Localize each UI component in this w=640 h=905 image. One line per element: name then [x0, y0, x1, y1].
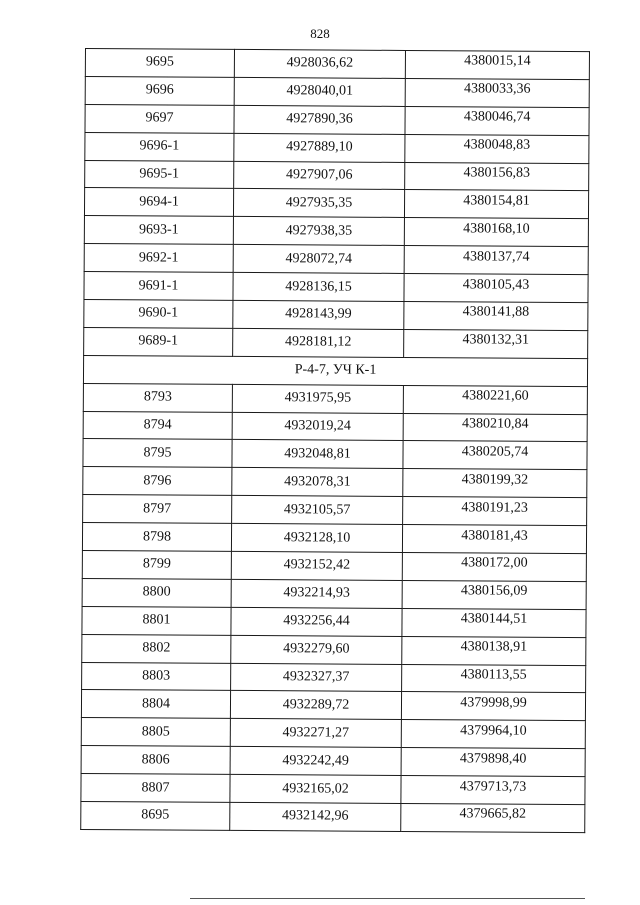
y-coordinate-value: 4379665,82 — [459, 806, 527, 823]
point-id-cell: 9693-1 — [84, 216, 233, 245]
x-coordinate-cell: 4928040,01 — [234, 77, 405, 106]
table-row — [85, 160, 589, 191]
table-row — [81, 690, 585, 721]
x-coordinate-cell: 4932165,02 — [230, 775, 401, 804]
y-coordinate-value: 4380048,83 — [463, 137, 531, 153]
x-coordinate-cell: 4928143,99 — [233, 300, 404, 329]
y-coordinate-cell — [405, 134, 589, 163]
table-row — [84, 327, 588, 358]
table-row — [83, 467, 587, 498]
y-coordinate-cell — [405, 162, 589, 191]
y-coordinate-cell — [403, 413, 587, 442]
y-coordinate-cell — [401, 748, 585, 777]
table-row — [81, 746, 585, 777]
y-coordinate-value: 4380015,14 — [464, 53, 531, 70]
table-row — [84, 272, 588, 303]
y-coordinate-cell — [401, 803, 585, 832]
point-id-cell: 8806 — [81, 746, 230, 775]
y-coordinate-value: 4379713,73 — [459, 778, 527, 795]
y-coordinate-cell — [402, 552, 586, 581]
table-row — [82, 523, 586, 554]
x-coordinate-cell: 4932214,93 — [231, 579, 402, 608]
point-id-cell: 9695 — [85, 49, 234, 78]
x-coordinate-cell: 4927938,35 — [233, 217, 404, 246]
x-coordinate-cell: 4932078,31 — [232, 468, 403, 497]
table-row — [85, 49, 589, 80]
y-coordinate-value: 4380210,84 — [461, 416, 529, 432]
point-id-cell: 9695-1 — [85, 160, 234, 189]
point-id-cell: 9697 — [85, 104, 234, 133]
point-id-cell: 8798 — [82, 523, 231, 552]
y-coordinate-cell — [403, 469, 587, 498]
x-coordinate-cell: 4931975,95 — [232, 384, 403, 413]
x-coordinate-cell: 4927935,35 — [233, 189, 404, 218]
y-coordinate-cell — [405, 50, 589, 79]
x-coordinate-cell: 4932152,42 — [231, 551, 402, 580]
coordinates-table-section-a — [84, 49, 590, 359]
table-row — [84, 188, 588, 219]
y-coordinate-value: 4380046,74 — [463, 109, 531, 125]
y-coordinate-value: 4380168,10 — [463, 221, 530, 237]
table-row — [84, 300, 588, 331]
y-coordinate-cell — [402, 580, 586, 609]
table-row — [82, 606, 586, 637]
point-id-cell: 8802 — [82, 634, 231, 663]
y-coordinate-value: 4380181,43 — [461, 527, 528, 544]
y-coordinate-cell — [403, 497, 587, 526]
table-row — [85, 76, 589, 107]
y-coordinate-value: 4379998,99 — [460, 695, 527, 711]
y-coordinate-cell — [401, 692, 585, 721]
x-coordinate-cell: 4932105,57 — [232, 496, 403, 525]
x-coordinate-cell: 4928181,12 — [233, 328, 404, 357]
y-coordinate-value: 4380033,36 — [463, 81, 531, 98]
x-coordinate-cell: 4927890,36 — [234, 105, 405, 134]
x-coordinate-cell: 4932256,44 — [231, 607, 402, 636]
y-coordinate-value: 4380144,51 — [460, 611, 528, 627]
y-coordinate-value: 4380172,00 — [461, 555, 528, 572]
table-row — [82, 551, 586, 582]
y-coordinate-cell — [403, 385, 587, 414]
table-row — [83, 439, 587, 470]
point-id-cell: 9696 — [85, 76, 234, 105]
section-title: Р-4-7, УЧ К-1 — [83, 355, 587, 386]
table-row — [85, 132, 589, 163]
point-id-cell: 8800 — [82, 578, 231, 607]
point-id-cell: 9696-1 — [85, 132, 234, 161]
x-coordinate-cell: 4928036,62 — [234, 49, 405, 78]
y-coordinate-cell — [404, 301, 588, 330]
table-row — [83, 495, 587, 526]
table-row — [82, 634, 586, 665]
table-row — [83, 383, 587, 414]
table-row — [84, 244, 588, 275]
y-coordinate-cell — [403, 441, 587, 470]
point-id-cell: 8794 — [83, 411, 232, 440]
y-coordinate-cell — [402, 636, 586, 665]
y-coordinate-value: 4380141,88 — [462, 304, 530, 321]
y-coordinate-value: 4380113,55 — [460, 667, 527, 683]
y-coordinate-value: 4380156,09 — [460, 583, 528, 600]
point-id-cell: 8805 — [81, 718, 230, 747]
table-row — [82, 662, 586, 693]
y-coordinate-cell — [404, 329, 588, 358]
y-coordinate-cell — [402, 608, 586, 637]
point-id-cell: 8801 — [82, 606, 231, 635]
point-id-cell: 8804 — [81, 690, 230, 719]
y-coordinate-value: 4380132,31 — [462, 332, 530, 349]
y-coordinate-value: 4379898,40 — [459, 751, 527, 767]
point-id-cell: 9690-1 — [84, 300, 233, 329]
page-number: 828 — [310, 26, 330, 41]
y-coordinate-cell — [401, 776, 585, 805]
point-id-cell: 8807 — [81, 774, 230, 803]
x-coordinate-cell: 4932279,60 — [231, 635, 402, 664]
table-row — [81, 802, 585, 833]
y-coordinate-value: 4380199,32 — [461, 472, 529, 488]
y-coordinate-cell — [402, 525, 586, 554]
x-coordinate-cell: 4932048,81 — [232, 440, 403, 469]
point-id-cell: 9694-1 — [84, 188, 233, 217]
x-coordinate-cell: 4928136,15 — [233, 273, 404, 302]
point-id-cell: 8803 — [82, 662, 231, 691]
y-coordinate-value: 4380138,91 — [460, 639, 528, 655]
y-coordinate-cell — [404, 190, 588, 219]
x-coordinate-cell: 4927907,06 — [234, 161, 405, 190]
point-id-cell: 8793 — [83, 383, 232, 412]
y-coordinate-value: 4380137,74 — [462, 248, 530, 265]
y-coordinate-value: 4380221,60 — [462, 388, 529, 404]
x-coordinate-cell: 4932242,49 — [230, 747, 401, 776]
y-coordinate-value: 4380191,23 — [461, 499, 528, 516]
y-coordinate-cell — [405, 106, 589, 135]
y-coordinate-cell — [404, 218, 588, 247]
table-row — [82, 578, 586, 609]
y-coordinate-cell — [401, 720, 585, 749]
x-coordinate-cell: 4932142,96 — [230, 802, 401, 831]
y-coordinate-value: 4380105,43 — [462, 276, 530, 293]
y-coordinate-value: 4380156,83 — [463, 165, 531, 181]
coordinates-table-wrapper — [80, 48, 588, 833]
table-row — [83, 411, 587, 442]
point-id-cell: 9692-1 — [84, 244, 233, 273]
point-id-cell: 8799 — [82, 551, 231, 580]
table-row — [81, 718, 585, 749]
point-id-cell: 8695 — [81, 802, 230, 831]
coordinates-table-section-b — [81, 383, 588, 832]
y-coordinate-value: 4380154,81 — [463, 193, 530, 209]
x-coordinate-cell: 4932019,24 — [232, 412, 403, 441]
table-row — [84, 216, 588, 247]
table-row — [85, 104, 589, 135]
coordinates-table — [80, 48, 590, 833]
y-coordinate-cell — [402, 664, 586, 693]
point-id-cell: 8795 — [83, 439, 232, 468]
x-coordinate-cell: 4932128,10 — [231, 524, 402, 553]
point-id-cell: 8796 — [83, 467, 232, 496]
x-coordinate-cell: 4927889,10 — [234, 133, 405, 162]
y-coordinate-value: 4379964,10 — [460, 723, 527, 739]
y-coordinate-cell — [404, 274, 588, 303]
x-coordinate-cell: 4932289,72 — [230, 691, 401, 720]
x-coordinate-cell: 4932271,27 — [230, 719, 401, 748]
y-coordinate-cell — [404, 246, 588, 275]
point-id-cell: 9691-1 — [84, 272, 233, 301]
x-coordinate-cell: 4928072,74 — [233, 245, 404, 274]
section-header-row — [83, 355, 587, 386]
table-row — [81, 774, 585, 805]
y-coordinate-value: 4380205,74 — [461, 444, 529, 460]
y-coordinate-cell — [405, 78, 589, 107]
coordinates-table-section-header — [83, 355, 587, 386]
bottom-scan-line — [190, 898, 585, 899]
x-coordinate-cell: 4932327,37 — [231, 663, 402, 692]
point-id-cell: 8797 — [83, 495, 232, 524]
point-id-cell: 9689-1 — [84, 327, 233, 356]
